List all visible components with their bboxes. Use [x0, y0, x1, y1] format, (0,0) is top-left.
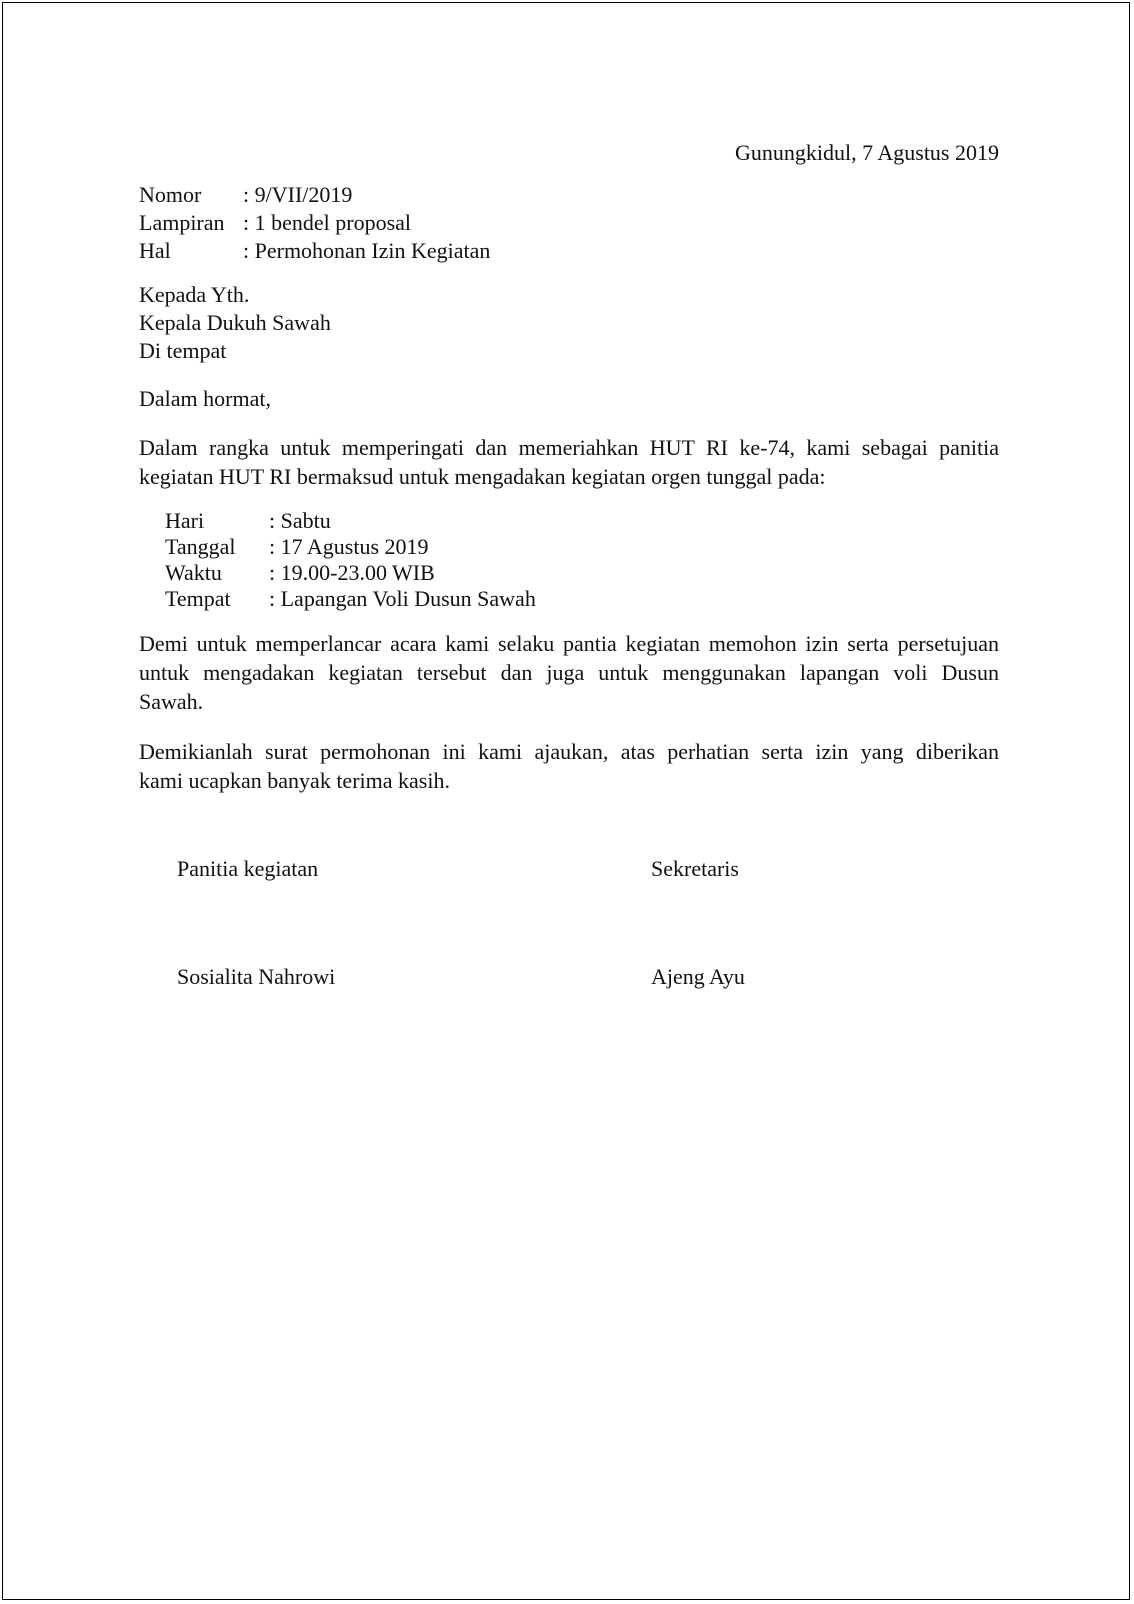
hal-label: Hal — [139, 238, 171, 263]
paragraph-1-line-2: kegiatan HUT RI bermaksud untuk mengadakan kegiatan orgen tunggal pada: — [139, 464, 826, 489]
nomor-value: : 9/VII/2019 — [243, 182, 353, 207]
waktu-value: : 19.00-23.00 WIB — [269, 560, 435, 585]
greeting: Dalam hormat, — [139, 386, 271, 411]
paragraph-3 — [139, 737, 999, 795]
paragraph-3-line-2: kami ucapkan banyak terima kasih. — [139, 768, 450, 793]
hari-label: Hari — [165, 508, 205, 533]
paragraph-2 — [139, 629, 999, 716]
lampiran-value: : 1 bendel proposal — [243, 210, 412, 235]
paragraph-1-line-1: Dalam rangka untuk memperingati dan memeriahkan HUT RI ke-74, kami sebagai panitia — [139, 435, 999, 460]
waktu-label: Waktu — [165, 560, 222, 585]
letter-page — [2, 2, 1130, 1600]
recipient-line-3: Di tempat — [139, 338, 227, 363]
tanggal-label: Tanggal — [165, 534, 236, 559]
hal-value: : Permohonan Izin Kegiatan — [243, 238, 491, 263]
signature-right-name: Ajeng Ayu — [651, 964, 745, 989]
paragraph-1 — [139, 433, 999, 491]
tempat-label: Tempat — [165, 586, 231, 611]
paragraph-2-line-2: untuk mengadakan kegiatan tersebut dan juga untuk menggunakan lapangan voli Dusun — [139, 660, 999, 685]
nomor-label: Nomor — [139, 182, 202, 207]
signature-left-name: Sosialita Nahrowi — [177, 964, 336, 989]
signature-right-title: Sekretaris — [651, 856, 739, 881]
recipient-line-1: Kepada Yth. — [139, 282, 250, 307]
recipient-line-2: Kepala Dukuh Sawah — [139, 310, 331, 335]
place-date: Gunungkidul, 7 Agustus 2019 — [734, 140, 999, 165]
paragraph-2-line-1: Demi untuk memperlancar acara kami selaku pantia kegiatan memohon izin serta persetujuan — [139, 631, 999, 656]
tempat-value: : Lapangan Voli Dusun Sawah — [269, 586, 536, 611]
signature-left-title: Panitia kegiatan — [177, 856, 319, 881]
paragraph-2-line-3: Sawah. — [139, 689, 204, 714]
paragraph-3-line-1: Demikianlah surat permohonan ini kami ajaukan, atas perhatian serta izin yang diberikan — [139, 739, 999, 764]
lampiran-label: Lampiran — [139, 210, 225, 235]
hari-value: : Sabtu — [269, 508, 331, 533]
tanggal-value: : 17 Agustus 2019 — [269, 534, 429, 559]
